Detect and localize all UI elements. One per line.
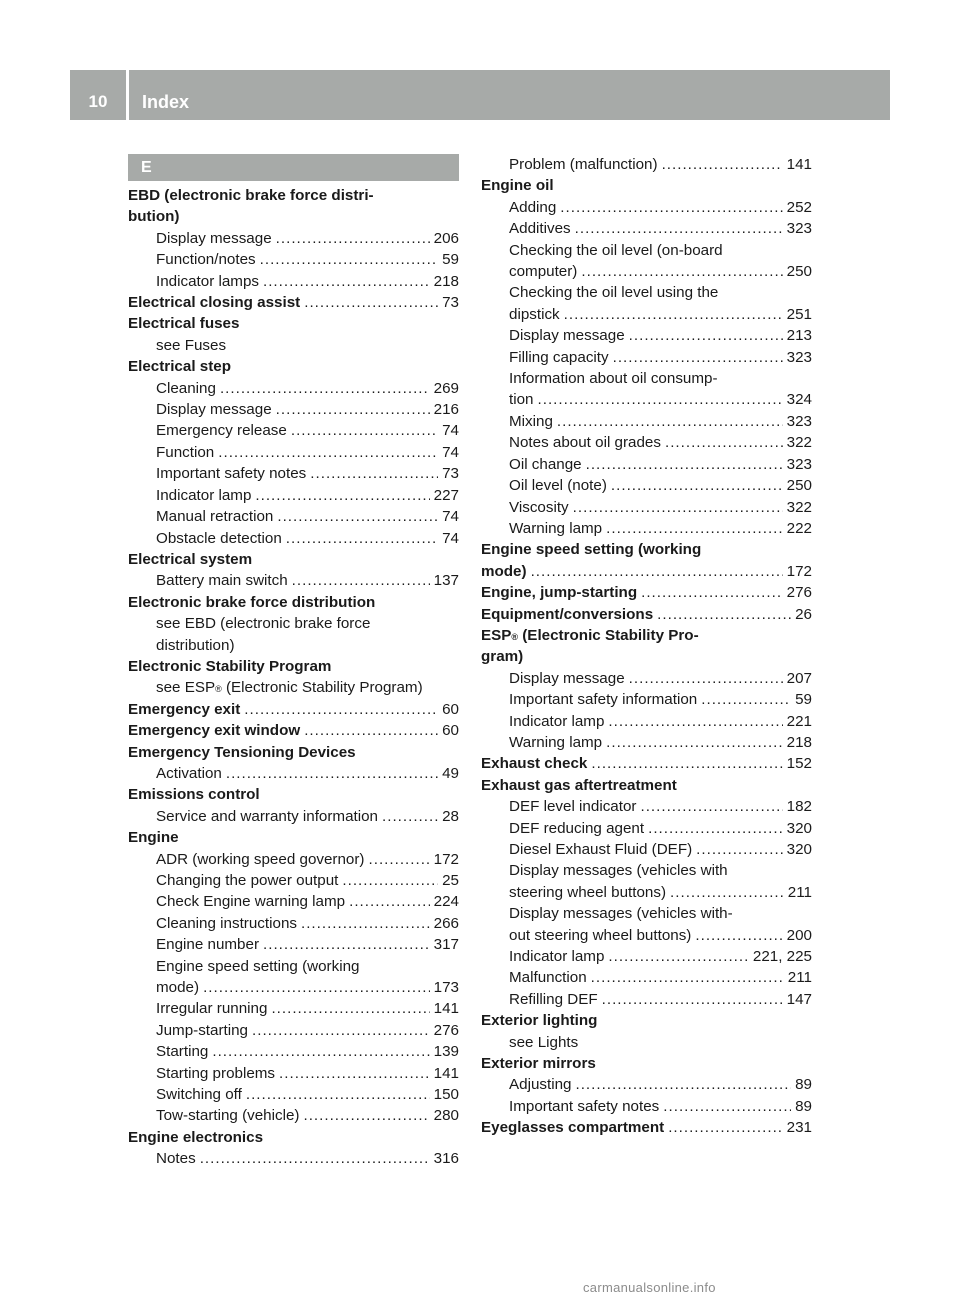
page-ref: 323: [786, 348, 812, 366]
heading-text: ESP: [481, 626, 512, 644]
subentry[interactable]: [481, 989, 812, 1010]
entry-heading: Electrical step: [128, 358, 231, 376]
subentry[interactable]: [481, 432, 812, 453]
page-ref: 227: [433, 486, 459, 504]
subentry[interactable]: [128, 998, 459, 1019]
subentry[interactable]: [128, 1084, 459, 1105]
page-ref: 218: [433, 272, 459, 290]
subentry[interactable]: [481, 796, 812, 817]
page-ref: 320: [786, 841, 812, 858]
subentry-label: mode): [156, 979, 200, 997]
page-ref: 276: [433, 1021, 459, 1039]
index-entry-engine: [128, 827, 459, 1127]
subentry[interactable]: [481, 946, 812, 967]
page-ref: 316: [433, 1150, 459, 1168]
subentry[interactable]: [481, 218, 812, 239]
subentry-label: Problem (malfunction): [509, 156, 658, 173]
page-ref: 250: [786, 263, 812, 281]
subentry[interactable]: [481, 347, 812, 368]
subentry-label: Changing the power output: [156, 872, 339, 889]
subentry-label: Indicator lamp: [156, 486, 252, 504]
see-reference[interactable]: see ESP ® (Electronic Stability Program): [128, 677, 459, 698]
subentry-label: Adding: [509, 198, 557, 216]
page-ref: 200: [786, 926, 812, 944]
page-ref: 172: [786, 562, 812, 580]
entry-heading: mode): [481, 562, 527, 580]
see-text: (Electronic Stability Program): [221, 679, 423, 697]
subentry-label: Adjusting: [509, 1076, 572, 1094]
entry-heading: Electrical system: [128, 550, 253, 568]
index-entry-ebd: [128, 185, 459, 292]
page-number: 10: [88, 92, 108, 111]
page-ref: 28: [442, 807, 459, 825]
entry-heading: bution): [128, 208, 180, 226]
subentry[interactable]: [481, 325, 812, 346]
index-entry-engine-electronics: [128, 1127, 459, 1170]
subentry[interactable]: [481, 839, 812, 860]
entry-heading: Engine electronics: [128, 1128, 264, 1146]
entry-heading: Electronic Stability Program: [128, 657, 332, 675]
page-header: [70, 70, 890, 120]
page-ref: 206: [433, 229, 459, 247]
page-ref: 150: [433, 1086, 459, 1104]
see-reference[interactable]: see Fuses: [156, 336, 227, 354]
subentry-label: Obstacle detection: [156, 529, 282, 547]
page-ref: 218: [786, 733, 812, 751]
subentry-label: Display message: [509, 669, 625, 687]
subentry[interactable]: [128, 763, 459, 784]
subentry-label: Display message: [156, 401, 272, 419]
subentry-label-line: Display messages (vehicles with-: [509, 905, 733, 923]
subentry[interactable]: [128, 271, 459, 292]
page-ref: 89: [795, 1097, 812, 1115]
index-column-right: [481, 154, 812, 1139]
entry-heading: EBD (electronic brake force distri-: [128, 187, 374, 204]
subentry-label: tion: [509, 391, 534, 409]
subentry[interactable]: [481, 261, 812, 282]
index-entry-engine-speed-setting[interactable]: [481, 539, 812, 582]
page-ref: 222: [786, 519, 812, 537]
page-title: Index: [142, 92, 190, 112]
subentry-label-line: Checking the oil level using the: [509, 284, 719, 302]
subentry-label: Service and warranty information: [156, 807, 379, 825]
entry-heading: Exhaust gas aftertreatment: [481, 776, 677, 794]
subentry-label: Irregular running: [156, 1000, 268, 1018]
subentry[interactable]: [128, 934, 459, 955]
page-ref: 231: [786, 1119, 812, 1137]
entry-heading: Exterior mirrors: [481, 1055, 596, 1073]
page-ref: 172: [433, 850, 459, 868]
subentry-label: Display message: [156, 229, 272, 247]
subentry-label: Function: [156, 443, 215, 461]
page-ref: 323: [786, 220, 812, 238]
page-ref: 141: [786, 156, 812, 173]
subentry-label: Cleaning: [156, 379, 216, 397]
entry-heading: Emergency Tensioning Devices: [128, 743, 356, 761]
page-ref: 317: [433, 936, 459, 954]
entry-heading: Eyeglasses compartment: [481, 1119, 665, 1137]
watermark: carmanualsonline.info: [583, 1280, 716, 1295]
subentry-label: Jump-starting: [156, 1021, 249, 1039]
entry-heading: Engine: [128, 829, 179, 847]
subentry-label: Viscosity: [509, 498, 569, 516]
page-ref: 59: [442, 251, 459, 269]
subentry[interactable]: [481, 818, 812, 839]
page-ref: 323: [786, 455, 812, 473]
subentry-label: Manual retraction: [156, 508, 274, 526]
subentry-label: Emergency release: [156, 422, 287, 440]
subentry[interactable]: [481, 1096, 812, 1117]
subentry-label: Starting: [156, 1043, 209, 1061]
subentry[interactable]: [481, 732, 812, 753]
subentry-label: Activation: [156, 764, 222, 782]
header-divider: [126, 70, 129, 120]
page-ref: 89: [795, 1076, 812, 1094]
page-ref: 139: [433, 1043, 459, 1061]
subentry[interactable]: [481, 411, 812, 432]
entry-heading: Engine oil: [481, 177, 554, 195]
subentry[interactable]: [481, 689, 812, 710]
page-ref: 152: [786, 755, 812, 773]
page-ref: 141: [433, 1000, 459, 1018]
entry-heading: Equipment/conversions: [481, 605, 654, 623]
page-ref: 137: [433, 572, 459, 590]
subentry[interactable]: [128, 1020, 459, 1041]
section-letter-e: E: [128, 154, 459, 181]
subentry[interactable]: [128, 570, 459, 591]
index-entry-emergency-tensioning-devices: [128, 742, 459, 785]
index-entry-engine-jump-starting[interactable]: [481, 582, 812, 603]
subentry[interactable]: [128, 913, 459, 934]
page-ref: 250: [786, 477, 812, 495]
subentry[interactable]: [128, 1105, 459, 1126]
subentry[interactable]: [128, 1041, 459, 1062]
subentry[interactable]: [481, 154, 812, 175]
subentry[interactable]: [481, 454, 812, 475]
index-entry-eyeglasses-compartment[interactable]: [481, 1117, 812, 1138]
entry-heading: Electrical closing assist: [128, 294, 301, 312]
subentry[interactable]: [481, 497, 812, 518]
page-ref: 269: [433, 379, 459, 397]
subentry-label: Check Engine warning lamp: [156, 893, 346, 911]
subentry[interactable]: [128, 977, 459, 998]
subentry[interactable]: [481, 711, 812, 732]
subentry-label: Switching off: [156, 1086, 242, 1104]
page-ref: 74: [442, 529, 459, 547]
subentry-label: Filling capacity: [509, 348, 609, 366]
subentry-label: Diesel Exhaust Fluid (DEF): [509, 841, 693, 858]
page-ref: 60: [442, 722, 459, 740]
page-ref: 216: [433, 401, 459, 419]
entry-heading: Engine, jump-starting: [481, 584, 638, 602]
page-ref: 221, 225: [752, 948, 812, 966]
subentry[interactable]: [481, 197, 812, 218]
subentry-label: Tow-starting (vehicle): [156, 1107, 300, 1125]
subentry[interactable]: [128, 870, 459, 891]
subentry-label: Important safety notes: [156, 465, 307, 483]
subentry[interactable]: [128, 849, 459, 870]
index-entry-electronic-brake-force-distribution: [128, 592, 459, 656]
subentry-label-line: Information about oil consump-: [509, 370, 718, 388]
page-ref: 173: [433, 979, 459, 997]
index-entry-electrical-step: [128, 356, 459, 549]
page-ref: 207: [786, 669, 812, 687]
index-entry-equipment-conversions[interactable]: [481, 604, 812, 625]
page-ref: 323: [786, 412, 812, 430]
subentry[interactable]: [128, 420, 459, 441]
subentry-label: Notes about oil grades: [509, 434, 661, 452]
page-ref: 73: [442, 294, 459, 312]
subentry-label: Starting problems: [156, 1064, 276, 1082]
entry-heading: Engine speed setting (working: [481, 541, 702, 559]
subentry[interactable]: [128, 528, 459, 549]
entry-heading: ESP ® (Electronic Stability Pro-: [481, 625, 812, 646]
page-ref: 73: [442, 465, 459, 483]
page-ref: 59: [795, 691, 812, 709]
page-ref: 224: [433, 893, 459, 911]
page-ref: 252: [786, 198, 812, 216]
entry-heading: Electronic brake force distribution: [128, 593, 376, 611]
subentry[interactable]: [128, 463, 459, 484]
page-ref: 322: [786, 498, 812, 516]
subentry-label: Indicator lamps: [156, 272, 259, 290]
subentry[interactable]: [128, 1063, 459, 1084]
page-ref: 74: [442, 422, 459, 440]
subentry-label: Indicator lamp: [509, 948, 605, 966]
page-ref: 74: [442, 443, 459, 461]
index-entry-exhaust-gas-aftertreatment: [481, 775, 812, 1010]
subentry-label-line: Display messages (vehicles with: [509, 862, 728, 880]
index-entry-exhaust-check[interactable]: [481, 753, 812, 774]
subentry[interactable]: [128, 249, 459, 270]
subentry-label: DEF reducing agent: [509, 819, 645, 837]
page-ref: 266: [433, 914, 459, 932]
heading-text: (Electronic Stability Pro-: [518, 626, 699, 644]
subentry-label: steering wheel buttons): [509, 883, 667, 901]
subentry-label: out steering wheel buttons): [509, 926, 692, 944]
page-ref: 141: [433, 1064, 459, 1082]
subentry-label: DEF level indicator: [509, 798, 637, 816]
index-entry-engine-oil: [481, 175, 812, 539]
subentry[interactable]: [481, 882, 812, 903]
page-ref: 276: [786, 584, 812, 602]
subentry[interactable]: [128, 442, 459, 463]
entry-heading: Electrical fuses: [128, 315, 240, 333]
see-text: see ESP: [156, 679, 216, 697]
index-entry-emergency-exit[interactable]: [128, 699, 459, 720]
page-ref: 221: [786, 712, 812, 730]
subentry[interactable]: [481, 668, 812, 689]
subentry-label: Mixing: [509, 412, 553, 430]
subentry-label: Important safety notes: [509, 1097, 660, 1115]
page-ref: 147: [786, 990, 812, 1008]
subentry[interactable]: [128, 399, 459, 420]
subentry-label: Function/notes: [156, 251, 256, 269]
subentry-label: computer): [509, 263, 578, 281]
see-reference[interactable]: see EBD (electronic brake force: [156, 615, 371, 633]
subentry[interactable]: [128, 378, 459, 399]
index-entry-engine-continued: [481, 154, 812, 175]
entry-heading: Exhaust check: [481, 755, 588, 773]
subentry[interactable]: [128, 1148, 459, 1169]
entry-heading: gram): [481, 648, 524, 666]
subentry-label: Engine number: [156, 936, 260, 954]
subentry[interactable]: [128, 228, 459, 249]
page-ref: 211: [787, 883, 812, 901]
subentry[interactable]: [128, 891, 459, 912]
page-ref: 49: [442, 764, 459, 782]
subentry-label: Warning lamp: [509, 733, 603, 751]
index-entry-electrical-system: [128, 549, 459, 592]
subentry-label: Important safety information: [509, 691, 698, 709]
entry-heading: Emergency exit: [128, 700, 241, 718]
subentry-label: Cleaning instructions: [156, 914, 297, 932]
page-ref: 60: [442, 700, 459, 718]
page-ref: 213: [786, 327, 812, 345]
subentry-label: Oil change: [509, 455, 582, 473]
index-entry-exterior-lighting: [481, 1010, 812, 1053]
subentry-label-line: Engine speed setting (working: [156, 957, 360, 975]
subentry[interactable]: [128, 485, 459, 506]
index-entry-esp: [481, 625, 812, 753]
index-entry-emergency-exit-window[interactable]: [128, 720, 459, 741]
entry-heading: Emissions control: [128, 786, 260, 804]
page-ref: 211: [787, 969, 812, 987]
subentry-label: dipstick: [509, 305, 560, 323]
subentry-label: Additives: [509, 220, 571, 238]
subentry-label: Indicator lamp: [509, 712, 605, 730]
index-column-left: [128, 154, 459, 1170]
index-entry-electrical-fuses: [128, 313, 459, 356]
subentry-label: Warning lamp: [509, 519, 603, 537]
entry-heading: Emergency exit window: [128, 722, 301, 740]
page-ref: 322: [786, 434, 812, 452]
subentry[interactable]: [481, 389, 812, 410]
index-entry-emissions-control: [128, 784, 459, 827]
subentry-label: Malfunction: [509, 969, 587, 987]
subentry[interactable]: [481, 967, 812, 988]
subentry-label: Battery main switch: [156, 572, 288, 590]
subentry[interactable]: [481, 475, 812, 496]
see-reference[interactable]: see Lights: [509, 1033, 579, 1051]
subentry-label: Notes: [156, 1150, 196, 1168]
page-ref: 25: [442, 872, 459, 889]
subentry[interactable]: [481, 925, 812, 946]
page-ref: 251: [786, 305, 812, 323]
subentry[interactable]: [128, 806, 459, 827]
page-ref: 74: [442, 508, 459, 526]
see-reference[interactable]: distribution): [156, 636, 235, 654]
subentry[interactable]: [481, 1074, 812, 1095]
page-ref: 280: [433, 1107, 459, 1125]
subentry-label: Display message: [509, 327, 625, 345]
subentry-label: Oil level (note): [509, 477, 607, 495]
index-entry-electrical-closing-assist[interactable]: [128, 292, 459, 313]
page-ref: 26: [795, 605, 812, 623]
subentry[interactable]: [481, 518, 812, 539]
subentry-label: Refilling DEF: [509, 990, 598, 1008]
subentry[interactable]: [481, 304, 812, 325]
page-ref: 324: [786, 391, 812, 409]
entry-heading: Exterior lighting: [481, 1012, 598, 1030]
page-ref: 320: [786, 819, 812, 837]
subentry[interactable]: [128, 506, 459, 527]
subentry-label: ADR (working speed governor): [156, 850, 365, 868]
subentry-label-line: Checking the oil level (on-board: [509, 241, 723, 259]
index-entry-exterior-mirrors: [481, 1053, 812, 1117]
index-entry-electronic-stability-program: [128, 656, 459, 699]
page-ref: 182: [786, 798, 812, 816]
